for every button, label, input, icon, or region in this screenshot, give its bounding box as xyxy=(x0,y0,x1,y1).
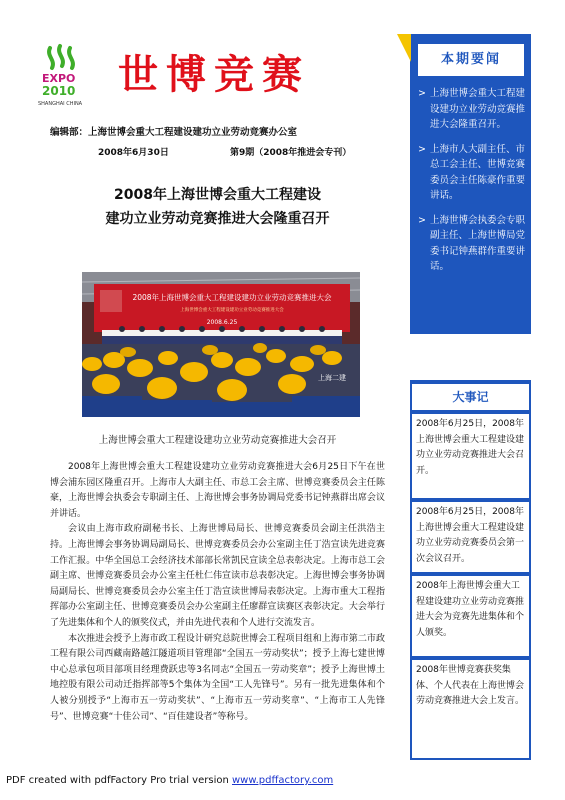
photo-helmet-text: 上海二建 xyxy=(318,374,346,382)
logo-expo-text: EXPO xyxy=(42,72,76,85)
conference-photo xyxy=(82,272,360,417)
footer-link[interactable]: www.pdffactory.com xyxy=(232,775,334,786)
headline-line-2: 建功立业劳动竞赛推进大会隆重召开 xyxy=(105,211,330,227)
article-paragraph-3: 本次推进会授予上海市政工程设计研究总院世博会工程项目组和上海市第二市政工程有限公司西藏南路越江隧道项目管理部“全国五一劳动奖状”；授予上海七建世博中心总承包项目部项目经理费跃忠等3名同志“全国五一劳动奖章”；授予上海世博土地控股有限公司动迁指挥部等5个集体为全国“工人先锋号”。另有一批先进集体和个人被分别授予“上海市五一劳动奖状”、“上海市五一劳动奖章”、“上海市工人先锋号”、世博竞赛“十佳公司”、“百佳建设者”等称号。 xyxy=(50,633,385,722)
event-item: 2008年6月25日，2008年上海世博会重大工程建设建功立业劳动竞赛推进大会召开。 xyxy=(412,414,529,498)
headline-line-1: 2008年上海世博会重大工程建设 xyxy=(114,187,321,203)
issue-number: 第9期（2008年推进会专刊） xyxy=(229,148,352,158)
article-body xyxy=(50,460,385,725)
expo-logo xyxy=(36,42,102,108)
photo-banner-subtext: 上海世博会重大工程建设建功立业劳动竞赛推进大会 xyxy=(180,308,284,313)
highlight-item xyxy=(418,86,526,133)
pdf-footer xyxy=(6,775,333,786)
highlight-text: 上海市人大副主任、市总工会主任、世博竞赛委员会主任陈豪作重要讲话。 xyxy=(430,143,526,201)
photo-banner-text: 2008年上海世博会重大工程建设建功立业劳动竞赛推进大会 xyxy=(132,293,332,302)
headline xyxy=(40,183,395,231)
dateline xyxy=(98,145,351,158)
event-item: 2008年6月25日，2008年上海世博会重大工程建设建功立业劳动竞赛委员会第一次会议召开。 xyxy=(412,502,529,572)
event-item: 2008年世博竞赛获奖集体、个人代表在上海世博会劳动竞赛推进大会上发言。 xyxy=(412,660,529,758)
highlights-list xyxy=(418,86,526,284)
chevron-right-icon: > xyxy=(418,143,426,155)
highlights-title: 本期要闻 xyxy=(418,44,524,76)
chevron-right-icon: > xyxy=(418,88,426,99)
article-paragraph-2: 会议由上海市政府副秘书长、上海世博局局长、世博竞赛委员会副主任洪浩主持。上海世博会事务协调局副局长、世博竞赛委员会办公室副主任丁浩宣读先进竞赛工作汇报。中华全国总工会经济技术部部长常凯民宣读全总表彰决定。上海市总工会副主席、世博竞赛委员会办公室主任杜仁伟宣读市总表彰决定。上海世博会事务协调局副局长、世博竞赛委员会办公室主任丁浩宣读世博局表彰决定。上海市重大工程指挥部办公室副主任、世博竞赛委员会办公室副主任廖群宣读赛区表彰决定。大会举行了先进集体和个人的颁奖仪式，并由先进代表和个人进行交流发言。 xyxy=(50,524,385,628)
article-paragraph-1: 2008年上海世博会重大工程建设建功立业劳动竞赛推进大会6月25日下午在世博会浦东园区隆重召开。上海市人大副主任、市总工会主席、世博竞赛委员会主任陈豪，上海世博会执委会专职副主任、上海世博会事务协调局党委书记钟燕群出席会议并讲话。 xyxy=(50,462,385,519)
issue-date: 2008年6月30日 xyxy=(98,148,169,158)
events-title: 大事记 xyxy=(412,384,529,410)
highlight-item xyxy=(418,213,526,275)
chevron-right-icon: > xyxy=(418,214,426,226)
photo-caption: 上海世博会重大工程建设建功立业劳动竞赛推进大会召开 xyxy=(98,435,337,446)
logo-year-text: 2010 xyxy=(42,84,76,98)
footer-text: PDF created with pdfFactory Pro trial version xyxy=(6,775,232,786)
highlight-text: 上海世博会重大工程建设建功立业劳动竞赛推进大会隆重召开。 xyxy=(430,88,526,130)
highlight-text: 上海世博会执委会专职副主任、上海世博局党委书记钟燕群作重要讲话。 xyxy=(430,214,526,272)
logo-sub-text: SHANGHAI CHINA xyxy=(38,101,83,107)
highlight-item xyxy=(418,142,526,204)
event-item: 2008年上海世博会重大工程建设建功立业劳动竞赛推进大会为竞赛先进集体和个人颁奖。 xyxy=(412,576,529,656)
highlights-accent xyxy=(397,34,411,62)
editor-line: 编辑部：上海世博会重大工程建设建功立业劳动竞赛办公室 xyxy=(50,127,298,138)
photo-banner-date: 2008.6.25 xyxy=(206,319,238,326)
masthead-title: 世博竞赛 xyxy=(118,51,310,98)
